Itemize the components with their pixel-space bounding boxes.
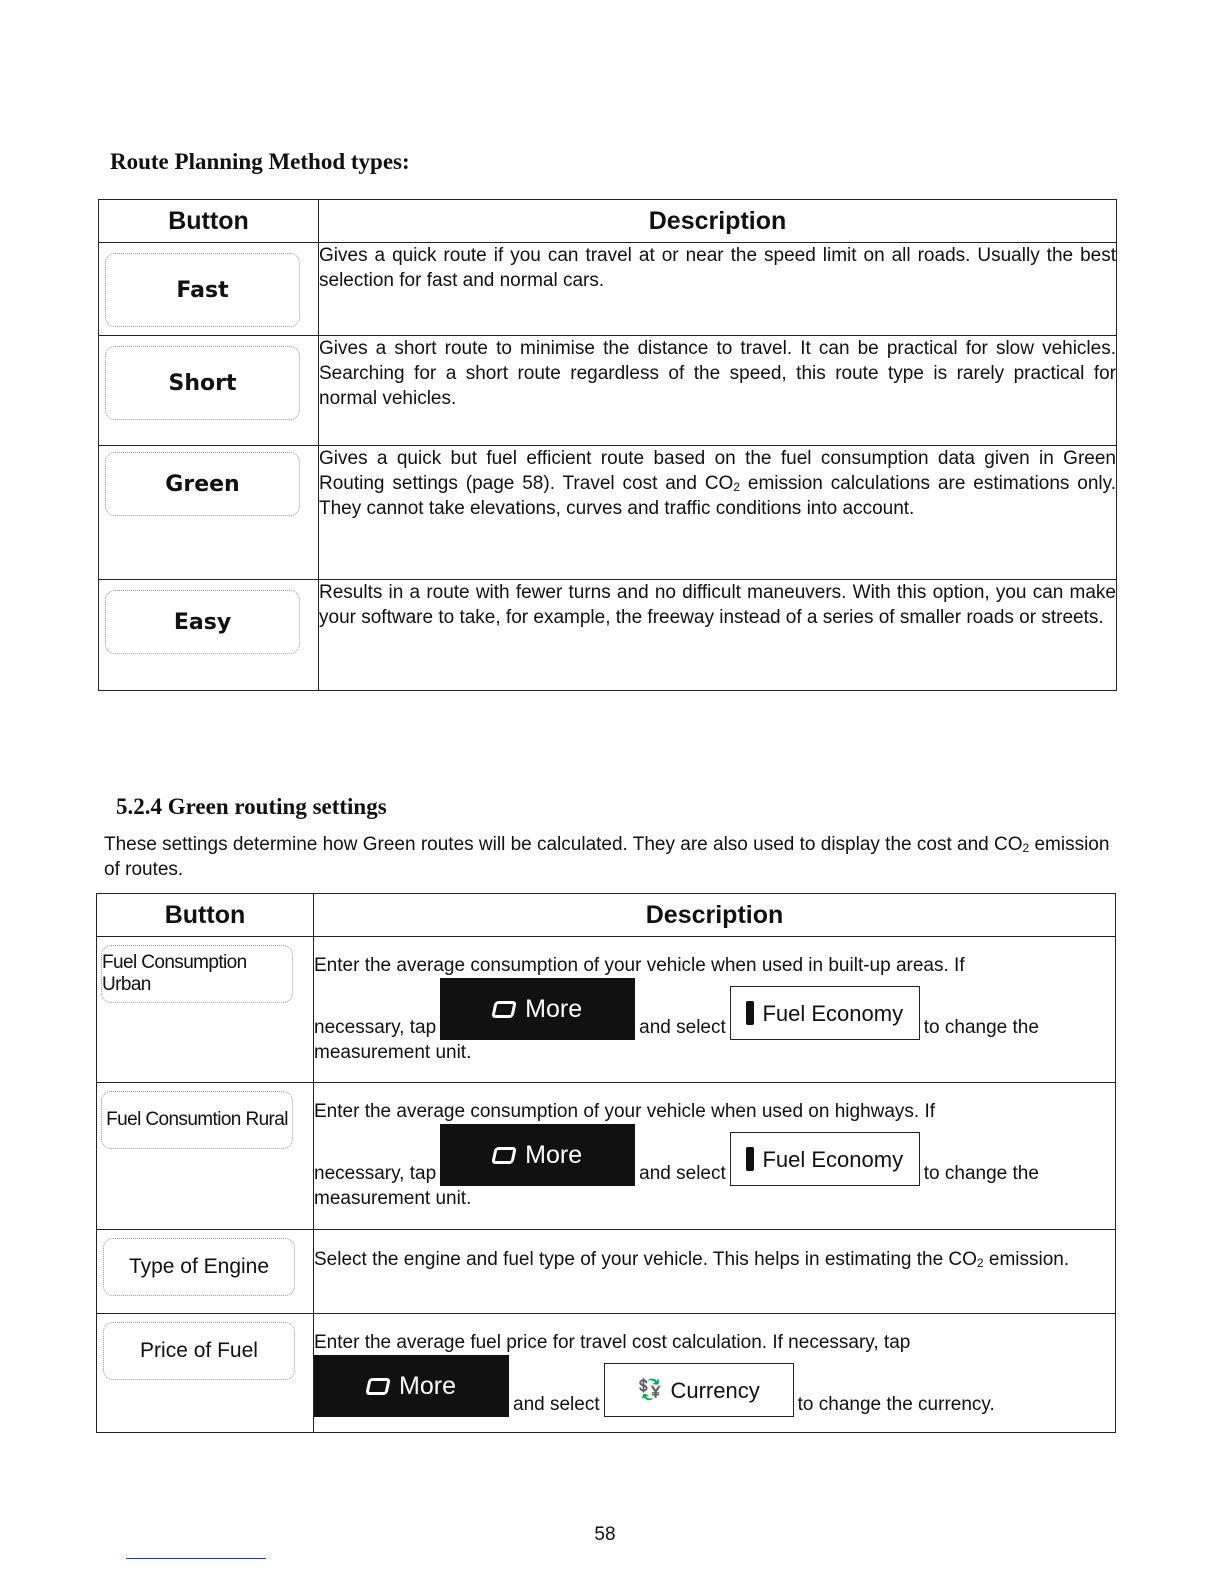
more-icon <box>365 1378 391 1395</box>
more-button[interactable]: More <box>440 1124 635 1186</box>
route-methods-table <box>98 199 1117 691</box>
green-routing-table <box>96 893 1116 1433</box>
currency-button[interactable]: 💱 Currency <box>604 1363 794 1417</box>
section-heading-route-planning: Route Planning Method types: <box>110 149 410 174</box>
page-number: 58 <box>594 1524 616 1545</box>
price-of-fuel-description: Enter the average fuel price for travel cost calculation. If necessary, tap More and select 💱 Currency to change the currency. <box>314 1314 1116 1433</box>
fuel-pump-icon <box>746 1147 754 1171</box>
fuel-consumption-rural-description: Enter the average consumption of your vehicle when used on highways. If necessary, tap More and select Fuel Economy to change the measurement unit. <box>314 1083 1116 1230</box>
fuel-consumption-urban-description: Enter the average consumption of your vehicle when used in built-up areas. If necessary, tap More and select Fuel Economy to change the measurement unit. <box>314 937 1116 1083</box>
more-button[interactable]: More <box>314 1355 509 1417</box>
price-of-fuel-button[interactable]: Price of Fuel <box>103 1322 295 1380</box>
table-row <box>97 1083 1116 1230</box>
column-header-button: Button <box>99 200 319 243</box>
fast-description: Gives a quick route if you can travel at or near the speed limit on all roads. Usually the best selection for fast and normal cars. <box>319 243 1117 336</box>
table-header-row <box>99 200 1117 243</box>
more-button[interactable]: More <box>440 978 635 1040</box>
type-of-engine-description: Select the engine and fuel type of your vehicle. This helps in estimating the $CO_2$ emission. <box>314 1230 1116 1314</box>
fast-button[interactable]: Fast <box>105 253 300 327</box>
fuel-consumption-urban-button[interactable]: Fuel Consumption Urban <box>101 945 293 1003</box>
fuel-economy-button[interactable]: Fuel Economy <box>730 986 920 1040</box>
table-row <box>97 1314 1116 1433</box>
fuel-economy-button[interactable]: Fuel Economy <box>730 1132 920 1186</box>
fuel-pump-icon <box>746 1001 754 1025</box>
type-of-engine-button[interactable]: Type of Engine <box>103 1238 295 1296</box>
currency-icon: 💱 <box>637 1378 663 1401</box>
column-header-button: Button <box>97 894 314 937</box>
table-header-row <box>97 894 1116 937</box>
more-icon <box>491 1147 517 1164</box>
section-heading-green-routing: 5.2.4 Green routing settings <box>116 794 387 819</box>
column-header-description: Description <box>314 894 1116 937</box>
table-row <box>99 446 1117 580</box>
table-row <box>97 1230 1116 1314</box>
green-button[interactable]: Green <box>105 452 300 516</box>
table-row <box>97 937 1116 1083</box>
table-row <box>99 336 1117 446</box>
easy-button[interactable]: Easy <box>105 590 300 654</box>
table-row <box>99 243 1117 336</box>
more-icon <box>491 1001 517 1018</box>
table-row <box>99 580 1117 691</box>
green-description: Gives a quick but fuel efficient route based on the fuel consumption data given in Green Routing settings (page 58). Travel cost and $CO_2$ emission calculations are estimations only. They cannot take elevations, curves and traffic conditions into account. <box>319 446 1117 580</box>
green-routing-intro: These settings determine how Green routes will be calculated. They are also used to display the cost and $CO_2$ emission of routes. <box>104 834 1110 880</box>
fuel-consumption-rural-button[interactable]: Fuel Consumtion Rural <box>101 1091 293 1149</box>
short-description: Gives a short route to minimise the distance to travel. It can be practical for slow vehicles. Searching for a short route regardless of the speed, this route type is rarely practical for normal vehicles. <box>319 336 1117 446</box>
easy-description: Results in a route with fewer turns and no difficult maneuvers. With this option, you can make your software to take, for example, the freeway instead of a series of smaller roads or streets. <box>319 580 1117 691</box>
footnote-divider <box>126 1558 266 1559</box>
column-header-description: Description <box>319 200 1117 243</box>
short-button[interactable]: Short <box>105 346 300 420</box>
